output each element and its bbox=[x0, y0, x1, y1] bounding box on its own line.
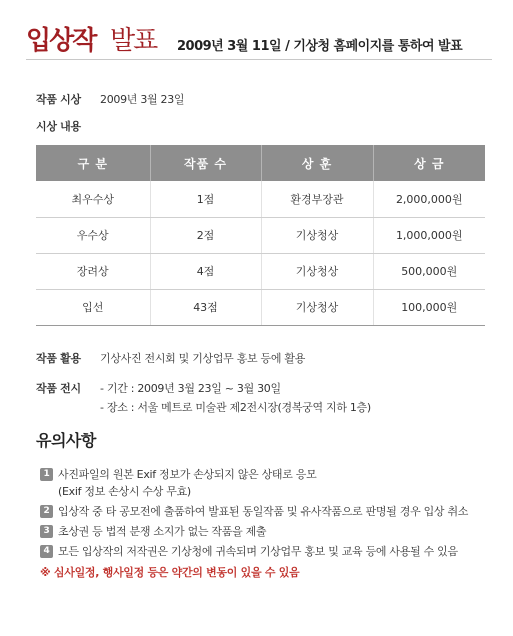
number-one-icon: 1 bbox=[40, 468, 53, 481]
prize-table-header-row bbox=[36, 145, 485, 181]
table-row bbox=[36, 181, 485, 217]
header-award: 상 훈 bbox=[261, 145, 373, 181]
notice-text: 사진파일의 원본 Exif 정보가 손상되지 않은 상태로 응모 bbox=[58, 468, 317, 481]
usage-value: 기상사진 전시회 및 기상업무 홍보 등에 활용 bbox=[100, 352, 306, 365]
notice-heading: 유의사항 bbox=[36, 431, 96, 450]
notice-text: 초상권 등 법적 분쟁 소지가 없는 작품을 제출 bbox=[58, 525, 267, 538]
cell-count: 4점 bbox=[150, 253, 261, 289]
exhibition-place: - 장소 : 서울 메트로 미술관 제2전시장(경복궁역 지하 1층) bbox=[100, 401, 371, 414]
exhibition-period: - 기간 : 2009년 3월 23일 ~ 3월 30일 bbox=[100, 382, 281, 395]
cell-prize: 500,000원 bbox=[373, 253, 485, 289]
notice-subtext: (Exif 정보 손상시 수상 무효) bbox=[58, 485, 191, 498]
page-title-suffix: 발표 bbox=[110, 26, 157, 56]
usage-label: 작품 활용 bbox=[36, 352, 81, 365]
list-item bbox=[40, 466, 500, 500]
table-row bbox=[36, 253, 485, 289]
cell-count: 2점 bbox=[150, 217, 261, 253]
cell-award: 환경부장관 bbox=[261, 181, 373, 217]
number-three-icon: 3 bbox=[40, 525, 53, 538]
table-row bbox=[36, 217, 485, 253]
notice-list bbox=[40, 466, 500, 563]
number-two-icon: 2 bbox=[40, 505, 53, 518]
cell-category: 최우수상 bbox=[36, 181, 150, 217]
cell-prize: 2,000,000원 bbox=[373, 181, 485, 217]
header-count: 작품 수 bbox=[150, 145, 261, 181]
exhibition-label: 작품 전시 bbox=[36, 382, 81, 395]
ceremony-label: 작품 시상 bbox=[36, 93, 81, 106]
header-category: 구 분 bbox=[36, 145, 150, 181]
schedule-change-warning: ※ 심사일정, 행사일정 등은 약간의 변동이 있을 수 있음 bbox=[40, 566, 300, 579]
cell-count: 1점 bbox=[150, 181, 261, 217]
number-four-icon: 4 bbox=[40, 545, 53, 558]
cell-category: 우수상 bbox=[36, 217, 150, 253]
page-header bbox=[26, 18, 496, 58]
page-title: 입상작 bbox=[26, 26, 96, 56]
list-item bbox=[40, 523, 500, 540]
cell-prize: 1,000,000원 bbox=[373, 217, 485, 253]
header-prize: 상 금 bbox=[373, 145, 485, 181]
awards-heading: 시상 내용 bbox=[36, 120, 81, 133]
prize-table bbox=[36, 145, 485, 326]
announcement-date: 2009년 3월 11일 / 기상청 홈페이지를 통하여 발표 bbox=[177, 39, 463, 54]
cell-award: 기상청상 bbox=[261, 253, 373, 289]
list-item bbox=[40, 503, 500, 520]
cell-count: 43점 bbox=[150, 289, 261, 325]
notice-text: 모든 입상작의 저작권은 기상청에 귀속되며 기상업무 홍보 및 교육 등에 사용될 수 있음 bbox=[58, 545, 458, 558]
cell-award: 기상청상 bbox=[261, 289, 373, 325]
cell-category: 입선 bbox=[36, 289, 150, 325]
header-divider bbox=[26, 59, 492, 60]
table-row bbox=[36, 289, 485, 325]
list-item bbox=[40, 543, 500, 560]
ceremony-date: 2009년 3월 23일 bbox=[100, 93, 185, 106]
cell-award: 기상청상 bbox=[261, 217, 373, 253]
notice-text: 입상작 중 타 공모전에 출품하여 발표된 동일작품 및 유사작품으로 판명될 경우 입상 취소 bbox=[58, 505, 469, 518]
cell-prize: 100,000원 bbox=[373, 289, 485, 325]
cell-category: 장려상 bbox=[36, 253, 150, 289]
